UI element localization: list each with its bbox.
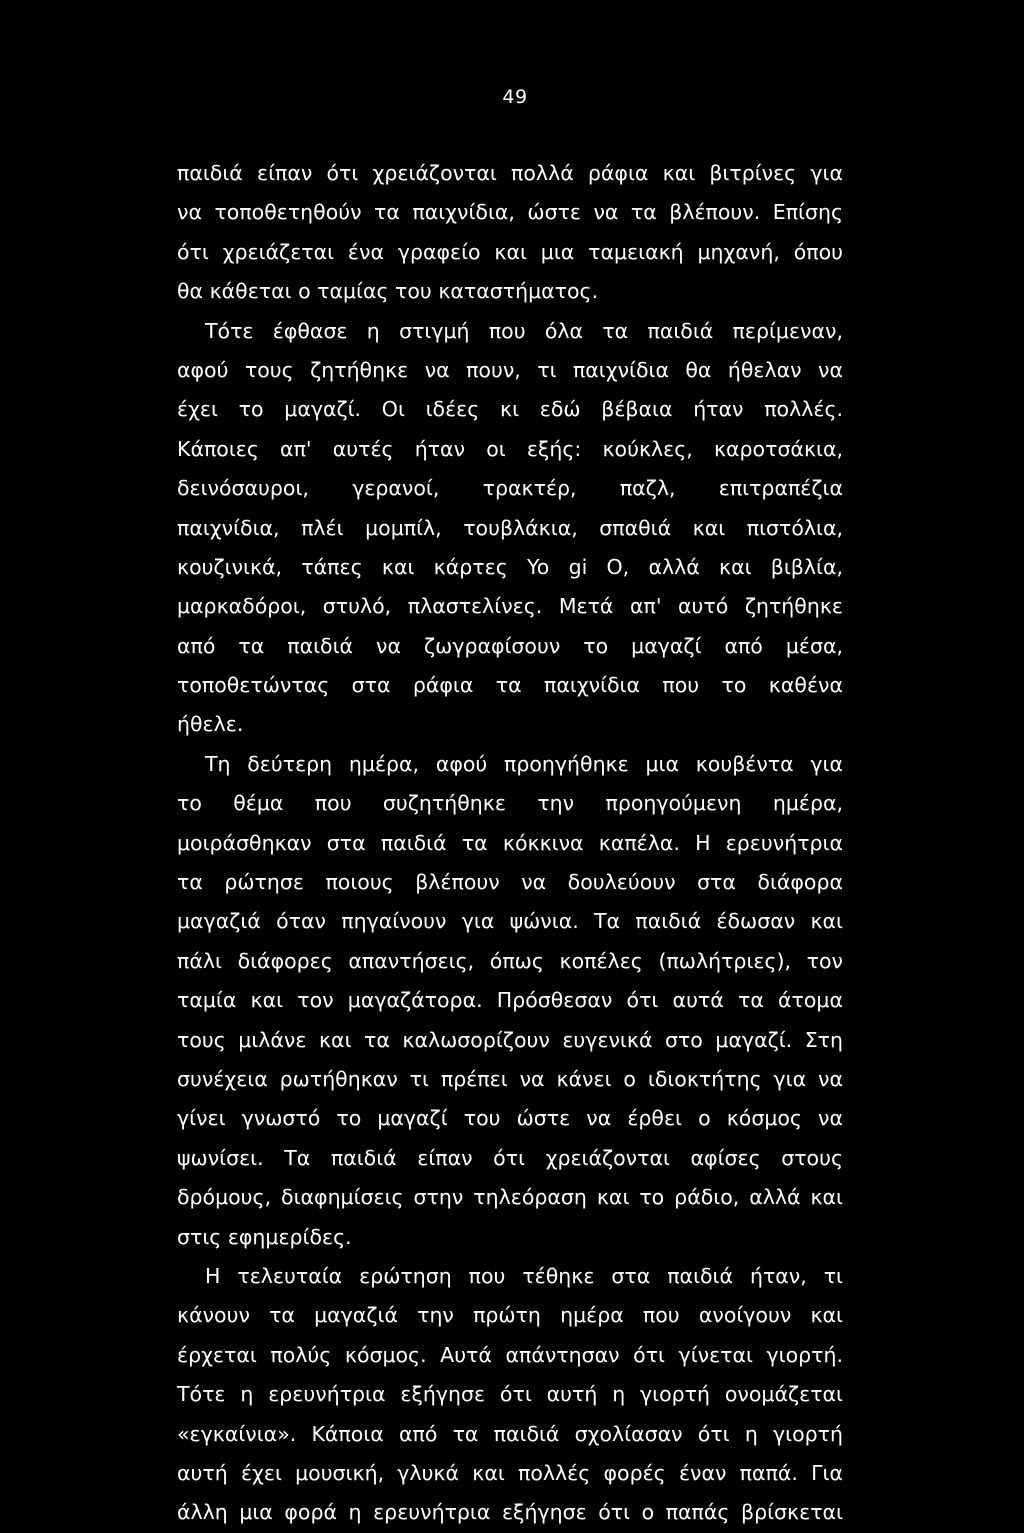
text-line: ήθελε. bbox=[177, 712, 244, 737]
text-line: αφού τους ζητήθηκε να πουν, τι παιχνίδια θα ήθελαν να bbox=[177, 357, 843, 382]
text-line: έχει το μαγαζί. Οι ιδέες κι εδώ βέβαια ήταν πολλές. bbox=[177, 397, 843, 422]
text-line: μοιράσθηκαν στα παιδιά τα κόκκινα καπέλα. Η ερευνήτρια bbox=[177, 830, 843, 855]
text-line: «εγκαίνια». Κάποια από τα παιδιά σχολίασαν ότι η γιορτή bbox=[177, 1421, 843, 1446]
text-line: Κάποιες απ' αυτές ήταν οι εξής: κούκλες, καροτσάκια, bbox=[177, 436, 843, 461]
text-line: μαγαζιά όταν πηγαίνουν για ψώνια. Τα παιδιά έδωσαν και bbox=[177, 909, 843, 934]
body-text bbox=[177, 154, 843, 1533]
text-line: να τοποθετηθούν τα παιχνίδια, ώστε να τα βλέπουν. Επίσης bbox=[177, 200, 843, 225]
text-line: κουζινικά, τάπες και κάρτες Yo gi O, αλλά και βιβλία, bbox=[177, 554, 843, 579]
text-line: αυτή έχει μουσική, γλυκά και πολλές φορές έναν παπά. Για bbox=[177, 1460, 843, 1485]
text-line: Τότε έφθασε η στιγμή που όλα τα παιδιά περίμεναν, bbox=[205, 318, 843, 343]
text-line: τοποθετώντας στα ράφια τα παιχνίδια που το καθένα bbox=[177, 673, 843, 698]
text-line: άλλη μια φορά η ερευνήτρια εξήγησε ότι ο παπάς βρίσκεται bbox=[177, 1500, 843, 1525]
text-line: το θέμα που συζητήθηκε την προηγούμενη ημέρα, bbox=[177, 791, 843, 816]
text-line: από τα παιδιά να ζωγραφίσουν το μαγαζί από μέσα, bbox=[177, 633, 843, 658]
text-line: τους μιλάνε και τα καλωσορίζουν ευγενικά στο μαγαζί. Στη bbox=[177, 1027, 843, 1052]
text-line: δεινόσαυροι, γερανοί, τρακτέρ, παζλ, επιτραπέζια bbox=[177, 476, 843, 501]
text-line: παιχνίδια, πλέι μομπίλ, τουβλάκια, σπαθιά και πιστόλια, bbox=[177, 515, 843, 540]
text-line: ότι χρειάζεται ένα γραφείο και μια ταμειακή μηχανή, όπου bbox=[177, 239, 843, 264]
text-line: στις εφημερίδες. bbox=[177, 1224, 352, 1249]
text-line: ταμία και τον μαγαζάτορα. Πρόσθεσαν ότι αυτά τα άτομα bbox=[177, 988, 843, 1013]
text-line: έρχεται πολύς κόσμος. Αυτά απάντησαν ότι γίνεται γιορτή. bbox=[177, 1342, 843, 1367]
text-line: Τότε η ερευνήτρια εξήγησε ότι αυτή η γιορτή ονομάζεται bbox=[177, 1382, 843, 1407]
text-line: Η τελευταία ερώτηση που τέθηκε στα παιδιά ήταν, τι bbox=[205, 1263, 843, 1288]
text-line: ψωνίσει. Τα παιδιά είπαν ότι χρειάζονται αφίσες στους bbox=[177, 1145, 843, 1170]
page-number: 49 bbox=[502, 86, 528, 108]
text-line: θα κάθεται ο ταμίας του καταστήματος. bbox=[177, 279, 599, 304]
text-line: πάλι διάφορες απαντήσεις, όπως κοπέλες (πωλήτριες), τον bbox=[177, 948, 843, 973]
text-line: δρόμους, διαφημίσεις στην τηλεόραση και το ράδιο, αλλά και bbox=[177, 1185, 843, 1210]
text-line: τα ρώτησε ποιους βλέπουν να δουλεύουν στα διάφορα bbox=[177, 870, 843, 895]
text-line: γίνει γνωστό το μαγαζί του ώστε να έρθει ο κόσμος να bbox=[177, 1106, 843, 1131]
text-line: μαρκαδόροι, στυλό, πλαστελίνες. Μετά απ' αυτό ζητήθηκε bbox=[177, 594, 843, 619]
text-line: Τη δεύτερη ημέρα, αφού προηγήθηκε μια κουβέντα για bbox=[205, 751, 843, 776]
text-line: κάνουν τα μαγαζιά την πρώτη ημέρα που ανοίγουν και bbox=[177, 1303, 843, 1328]
text-line: παιδιά είπαν ότι χρειάζονται πολλά ράφια και βιτρίνες για bbox=[177, 161, 843, 185]
text-line: συνέχεια ρωτήθηκαν τι πρέπει να κάνει ο ιδιοκτήτης για να bbox=[177, 1066, 843, 1091]
